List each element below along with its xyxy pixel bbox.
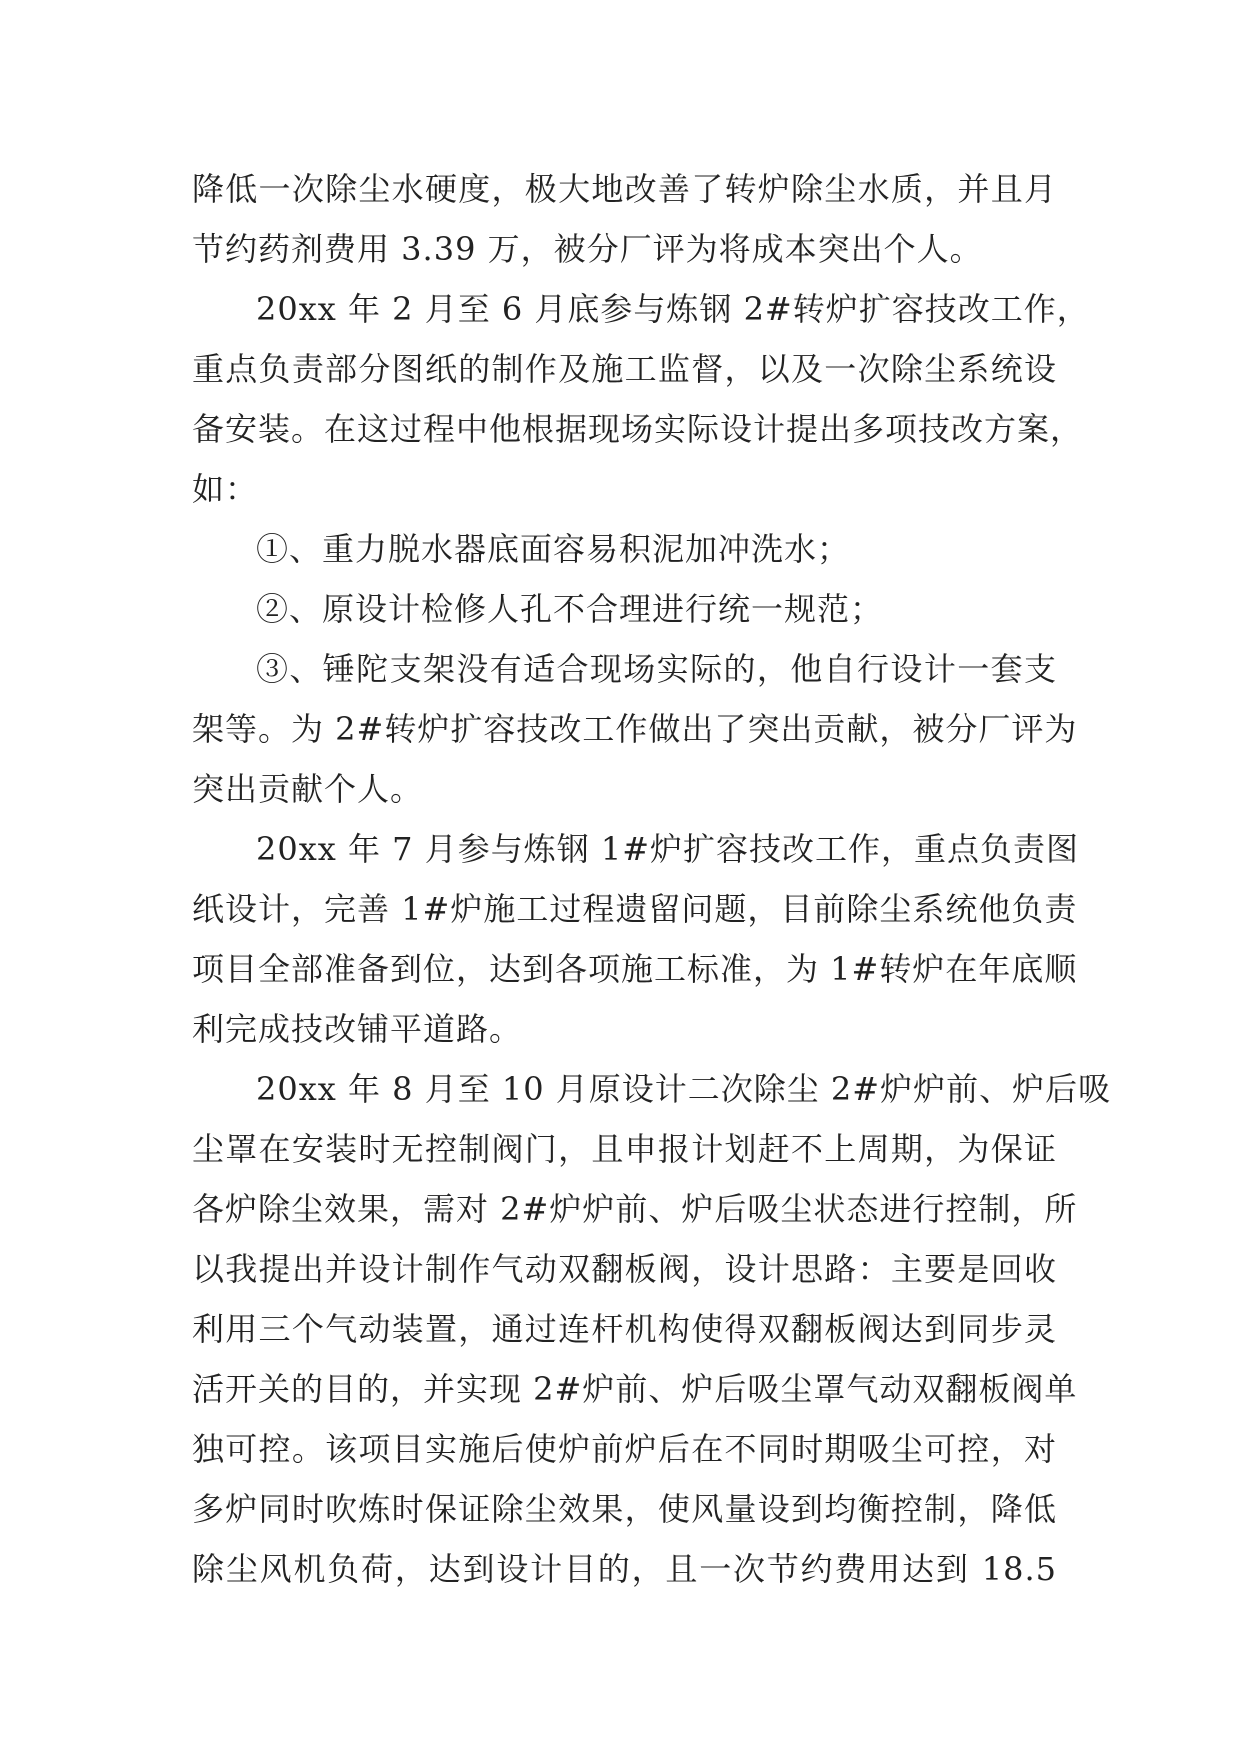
text-line: 除尘风机负荷，达到设计目的，且一次节约费用达到 18.5 [192, 1550, 1057, 1588]
text-line: 20xx 年 7 月参与炼钢 1#炉扩容技改工作，重点负责图 [256, 830, 1080, 868]
text-line: 各炉除尘效果，需对 2#炉炉前、炉后吸尘状态进行控制，所 [192, 1190, 1078, 1228]
text-line: 尘罩在安装时无控制阀门，且申报计划赶不上周期，为保证 [192, 1130, 1057, 1168]
text-line: 降低一次除尘水硬度，极大地改善了转炉除尘水质，并且月 [192, 170, 1057, 208]
text-line: 利用三个气动装置，通过连杆机构使得双翻板阀达到同步灵 [192, 1310, 1057, 1348]
text-line: 项目全部准备到位，达到各项施工标准，为 1#转炉在年底顺 [192, 950, 1078, 988]
text-line: 20xx 年 2 月至 6 月底参与炼钢 2#转炉扩容技改工作， [256, 290, 1090, 328]
text-line: 重点负责部分图纸的制作及施工监督，以及一次除尘系统设 [192, 350, 1057, 388]
text-line: 独可控。该项目实施后使炉前炉后在不同时期吸尘可控，对 [192, 1430, 1057, 1468]
text-line: ③、锤陀支架没有适合现场实际的，他自行设计一套支 [256, 650, 1057, 688]
text-line: 备安装。在这过程中他根据现场实际设计提出多项技改方案， [192, 410, 1084, 448]
text-line: 架等。为 2#转炉扩容技改工作做出了突出贡献，被分厂评为 [192, 710, 1078, 748]
text-line: 节约药剂费用 3.39 万，被分厂评为将成本突出个人。 [192, 230, 983, 268]
text-line: ①、重力脱水器底面容易积泥加冲洗水； [256, 530, 851, 568]
text-line: ②、原设计检修人孔不合理进行统一规范； [256, 590, 884, 628]
text-line: 多炉同时吹炼时保证除尘效果，使风量设到均衡控制，降低 [192, 1490, 1057, 1528]
text-line: 如： [192, 470, 259, 508]
text-line: 利完成技改铺平道路。 [192, 1010, 523, 1048]
text-line: 突出贡献个人。 [192, 770, 424, 808]
text-line: 20xx 年 8 月至 10 月原设计二次除尘 2#炉炉前、炉后吸 [256, 1070, 1112, 1108]
text-line: 活开关的目的，并实现 2#炉前、炉后吸尘罩气动双翻板阀单 [192, 1370, 1078, 1408]
text-line: 以我提出并设计制作气动双翻板阀，设计思路：主要是回收 [192, 1250, 1057, 1288]
text-line: 纸设计，完善 1#炉施工过程遗留问题，目前除尘系统他负责 [192, 890, 1078, 928]
body-text [192, 159, 1112, 1599]
